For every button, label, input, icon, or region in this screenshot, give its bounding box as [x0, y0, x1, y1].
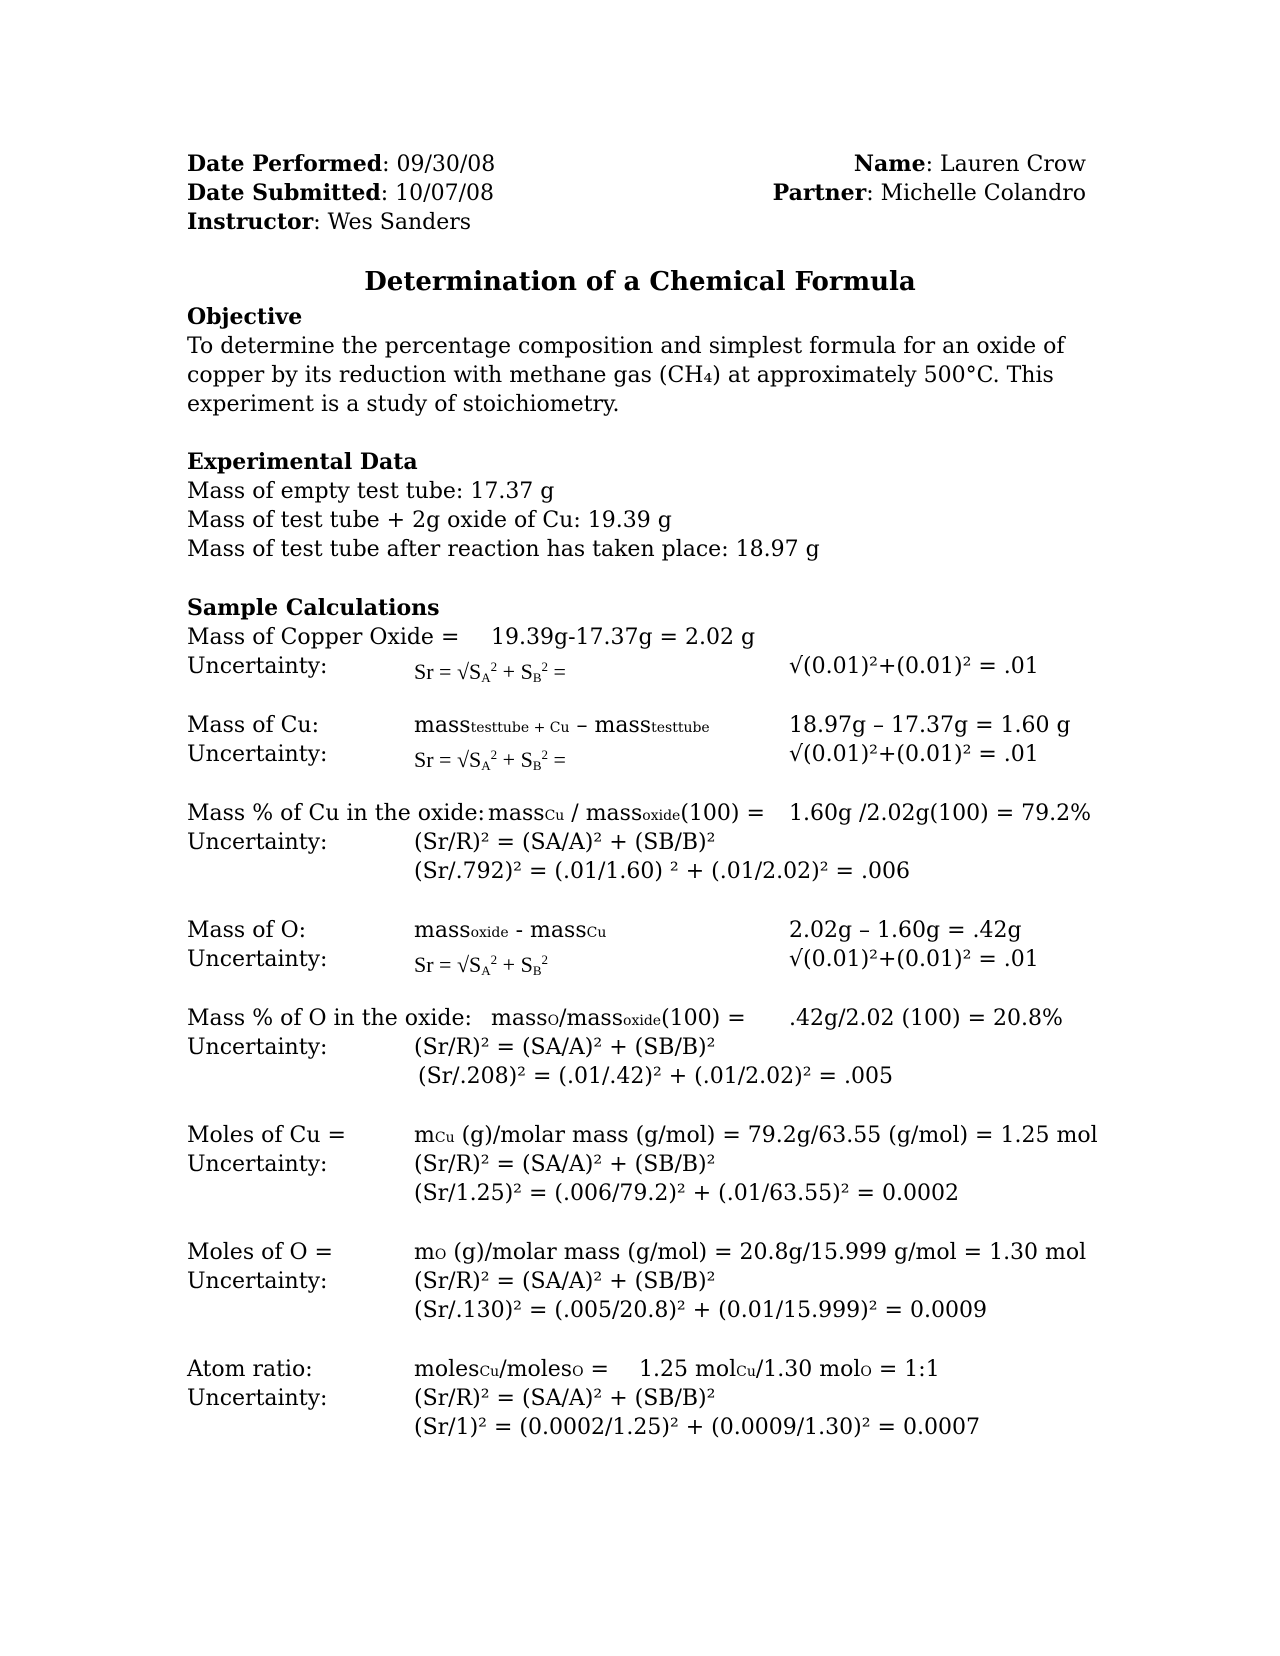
atom-ratio-uncertainty: (Sr/1)² = (0.0002/1.25)² + (0.0009/1.30)² = 0.0007	[414, 1415, 980, 1440]
instructor-value: : Wes Sanders	[313, 210, 472, 235]
pct-o-formula: massO/massoxide(100) =	[491, 1006, 746, 1031]
relative-uncertainty-formula: (Sr/R)² = (SA/A)² + (SB/B)²	[414, 830, 716, 855]
experimental-line: Mass of test tube after reaction has taken place: 18.97 g	[187, 537, 820, 562]
o-formula: massoxide - massCu	[414, 918, 607, 943]
page-title: Determination of a Chemical Formula	[364, 267, 916, 297]
relative-uncertainty-formula: (Sr/R)² = (SA/A)² + (SB/B)²	[414, 1269, 716, 1294]
relative-uncertainty-formula: (Sr/R)² = (SA/A)² + (SB/B)²	[414, 1386, 716, 1411]
date-performed	[187, 150, 495, 179]
partner-label: Partner	[772, 180, 867, 206]
partner-value: : Michelle Colandro	[866, 181, 1086, 206]
pct-o-uncertainty: (Sr/.208)² = (.01/.42)² + (.01/2.02)² = .005	[418, 1064, 893, 1089]
name-value: : Lauren Crow	[925, 152, 1086, 177]
atom-ratio-formula: molesCu/molesO =	[414, 1357, 609, 1382]
pct-o-label: Mass % of O in the oxide:	[187, 1006, 472, 1031]
date-performed-value: : 09/30/08	[382, 152, 496, 177]
uncertainty-label: Uncertainty:	[187, 1269, 328, 1294]
cu-formula: masstesttube + Cu – masstesttube	[414, 713, 710, 738]
moles-cu-formula: mCu (g)/molar mass (g/mol) = 79.2g/63.55 (g/mol) = 1.25 mol	[414, 1123, 1098, 1148]
pct-cu-label: Mass % of Cu in the oxide:	[187, 801, 485, 826]
uncertainty-label: Uncertainty:	[187, 654, 328, 679]
objective-line: experiment is a study of stoichiometry.	[187, 392, 620, 417]
date-submitted-label: Date Submitted	[187, 180, 381, 206]
moles-cu-uncertainty: (Sr/1.25)² = (.006/79.2)² + (.01/63.55)² = 0.0002	[414, 1181, 959, 1206]
moles-o-uncertainty: (Sr/.130)² = (.005/20.8)² + (0.01/15.999)² = 0.0009	[414, 1298, 987, 1323]
moles-o-formula: mO (g)/molar mass (g/mol) = 20.8g/15.999 g/mol = 1.30 mol	[414, 1240, 1087, 1265]
experimental-heading: Experimental Data	[187, 449, 418, 475]
uncertainty-label: Uncertainty:	[187, 947, 328, 972]
atom-ratio-value: 1.25 molCu/1.30 molO = 1:1	[639, 1357, 940, 1382]
o-value: 2.02g – 1.60g = .42g	[789, 918, 1022, 943]
date-performed-label: Date Performed	[187, 151, 383, 177]
pct-cu-value: 1.60g /2.02g(100) = 79.2%	[789, 801, 1092, 826]
cu-value: 18.97g – 17.37g = 1.60 g	[789, 713, 1071, 738]
pct-cu-formula: massCu / massoxide(100) =	[488, 801, 765, 826]
uncertainty-label: Uncertainty:	[187, 1035, 328, 1060]
uncertainty-value: √(0.01)²+(0.01)² = .01	[789, 947, 1039, 972]
experimental-line: Mass of test tube + 2g oxide of Cu: 19.39 g	[187, 508, 672, 533]
student-name	[854, 150, 1086, 179]
cu-label: Mass of Cu:	[187, 713, 320, 738]
partner-name	[773, 179, 1086, 208]
instructor	[187, 208, 471, 237]
uncertainty-label: Uncertainty:	[187, 1386, 328, 1411]
pct-o-value: .42g/2.02 (100) = 20.8%	[789, 1006, 1063, 1031]
instructor-label: Instructor	[187, 209, 314, 235]
experimental-line: Mass of empty test tube: 17.37 g	[187, 479, 555, 504]
relative-uncertainty-formula: (Sr/R)² = (SA/A)² + (SB/B)²	[414, 1152, 716, 1177]
copper-oxide-label: Mass of Copper Oxide =	[187, 625, 460, 650]
calculations-heading: Sample Calculations	[187, 595, 440, 621]
copper-oxide-value: 19.39g-17.37g = 2.02 g	[491, 625, 756, 650]
moles-o-label: Moles of O =	[187, 1240, 333, 1265]
name-label: Name	[853, 151, 926, 177]
pct-cu-uncertainty: (Sr/.792)² = (.01/1.60) ² + (.01/2.02)² = .006	[414, 859, 910, 884]
date-submitted-value: : 10/07/08	[380, 181, 494, 206]
sr-formula: $Sr = √S_A^2 + S_B^2$ =	[414, 747, 566, 773]
atom-ratio-label: Atom ratio:	[187, 1357, 313, 1382]
date-submitted	[187, 179, 494, 208]
uncertainty-label: Uncertainty:	[187, 1152, 328, 1177]
sr-formula: $Sr = √S_A^2 + S_B^2$ =	[414, 659, 566, 685]
objective-line: copper by its reduction with methane gas (CH₄) at approximately 500°C. This	[187, 363, 1054, 388]
o-label: Mass of O:	[187, 918, 307, 943]
uncertainty-value: √(0.01)²+(0.01)² = .01	[789, 742, 1039, 767]
objective-line: To determine the percentage composition and simplest formula for an oxide of	[187, 334, 1065, 359]
relative-uncertainty-formula: (Sr/R)² = (SA/A)² + (SB/B)²	[414, 1035, 716, 1060]
uncertainty-label: Uncertainty:	[187, 830, 328, 855]
objective-heading: Objective	[187, 304, 303, 330]
uncertainty-label: Uncertainty:	[187, 742, 328, 767]
uncertainty-value: √(0.01)²+(0.01)² = .01	[789, 654, 1039, 679]
moles-cu-label: Moles of Cu =	[187, 1123, 346, 1148]
sr-formula: $Sr = √S_A^2 + S_B^2$	[414, 952, 548, 978]
